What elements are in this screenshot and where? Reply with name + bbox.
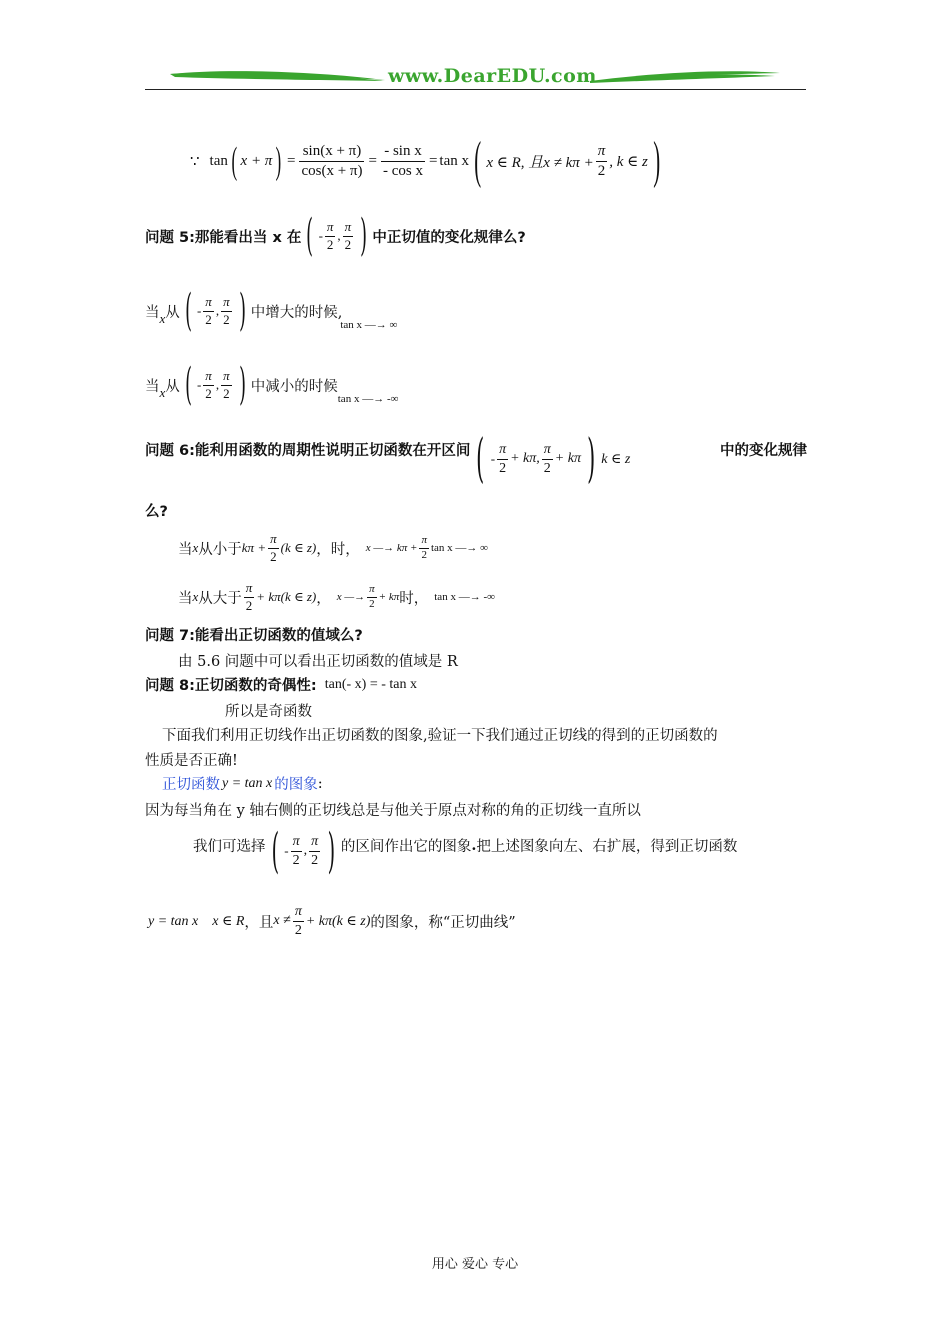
logo-text: www.DearEDU.com (388, 65, 597, 87)
paragraph-4 (148, 898, 516, 944)
equation-tan-period: ∵ tan ( x + π ) = $\frac{\sin(x + \pi)}{\cos(x + \pi)}$ = $\frac{\text{- sin x}}{\text{- cos x}}$ = tan x ( x ∈ R, 且x ≠ kπ + $\frac{\pi}{2}$ , k ∈ z ) (190, 132, 660, 189)
pi-over-2 (596, 142, 608, 181)
graph-heading-a: 正切函数 (162, 777, 220, 793)
sin-cos-fraction (299, 142, 364, 181)
tan-lhs: tan (209, 152, 228, 169)
dang: 当 (145, 304, 160, 321)
q7-answer: 由 5.6 问题中可以看出正切函数的值域是 R (178, 654, 458, 670)
pi: π (542, 441, 553, 460)
two: 2 (223, 311, 230, 327)
graph-heading (162, 773, 323, 794)
equals-2: = (368, 152, 377, 169)
two: 2 (421, 548, 427, 561)
minus: - (490, 451, 496, 466)
two: 2 (311, 852, 319, 868)
dang: 当 (178, 541, 193, 558)
q5-title-a: 问题 5:那能看出当 x 在 (145, 229, 302, 246)
two: 2 (205, 385, 212, 401)
frac-2 (221, 294, 232, 328)
decreasing-limit: tan x —→ -∞ (337, 393, 399, 405)
small-frac (419, 534, 429, 563)
p4c: x ≠ (273, 913, 291, 928)
pi: π (596, 142, 608, 162)
p4-frac (293, 903, 304, 939)
question-6: 问题 6:能利用函数的周期性说明正切函数在开区间 ( - $\frac{\pi}{2}$ + kπ, $\frac{\pi}{2}$ + kπ ) k ∈ z 中的变化规律 (145, 429, 807, 489)
header-logo (170, 64, 780, 90)
frac (244, 580, 255, 614)
footer-text: 用心 爱心 专心 (431, 1257, 519, 1272)
decreasing-text: 中减小的时候 (250, 378, 338, 395)
paragraph-3: 我们可选择 ( - $\frac{\pi}{2}$ , $\frac{\pi}{2}$ ) 的区间作出它的图象 . 把上述图象向左、右扩展，得到正切函数 (193, 823, 738, 879)
decreasing-line: 当 x 从 ( - $\frac{\pi}{2}$ , $\frac{\pi}{2}$ ) 中减小的时候 tan x —→ -∞ (145, 359, 399, 410)
graph-heading-b: 的图象 (274, 777, 318, 793)
paragraph-1b: 性质是否正确! (145, 753, 238, 769)
pi: π (291, 833, 302, 852)
limit-line-1 (178, 528, 488, 568)
plus-kpi: + kπ, (510, 451, 540, 466)
cong-xiao-yu: 从小于 (198, 541, 242, 558)
question-5: 问题 5:那能看出当 x 在 ( - $\frac{\pi}{2}$ , $\frac{\pi}{2}$ ) 中正切值的变化规律么? (145, 210, 526, 261)
two: 2 (270, 548, 277, 564)
x-to-kpi: x —→ kπ + (365, 542, 418, 554)
minus: - (284, 843, 289, 858)
two: 2 (292, 852, 300, 868)
cong-da-yu: 从大于 (198, 590, 242, 607)
q6-frac-1 (497, 441, 508, 477)
p3b: 的区间作出它的图象 (340, 838, 472, 855)
paragraph-2: 因为每当角在 y 轴右侧的正切线总是与他关于原点对称的角的正切线一直所以 (145, 803, 641, 819)
two: 2 (245, 597, 253, 613)
p4e: 的图象，称“正切曲线” (370, 914, 516, 931)
pi: π (343, 219, 354, 236)
equals-3: = (428, 152, 438, 169)
x: x (192, 540, 199, 555)
x: x (192, 589, 199, 604)
cong: 从 (165, 378, 180, 395)
minus: - (196, 377, 202, 392)
tan-limit: tan x —→ -∞ (434, 591, 495, 603)
p3-frac-1 (291, 833, 302, 869)
limit-line-2 (178, 577, 495, 617)
two: 2 (543, 460, 551, 476)
pi: π (268, 531, 279, 548)
increasing-line: 当 x 从 ( - $\frac{\pi}{2}$ , $\frac{\pi}{2}$ ) 中增大的时候, tan x —→ ∞ (145, 285, 398, 336)
tan-limit: tan x —→ ∞ (430, 542, 489, 554)
p3c: 把上述图象向左、右扩展，得到正切函数 (476, 838, 738, 855)
header-rule (145, 89, 806, 90)
comma: , (215, 303, 220, 318)
graph-formula: y = tan x (222, 775, 273, 791)
condition-a: x ∈ R, 且x ≠ kπ + (486, 154, 594, 171)
q6-title-b: 中的变化规律 (720, 443, 807, 459)
shi: ，时， (316, 541, 360, 558)
dang: 当 (178, 590, 193, 607)
two: 2 (597, 162, 606, 179)
pi: π (325, 219, 336, 236)
sin-num: sin(x + π) (299, 142, 364, 162)
x: x (159, 311, 166, 326)
k-in-z: k ∈ z (601, 451, 631, 467)
equals-1: = (286, 152, 296, 169)
pi: π (497, 441, 508, 460)
pi: π (221, 368, 232, 385)
frac-2 (221, 368, 232, 402)
cong: 从 (165, 304, 180, 321)
pi: π (203, 368, 214, 385)
dang: 当 (145, 378, 160, 395)
plus-kpi-2: + kπ (554, 451, 581, 466)
pi: π (203, 294, 214, 311)
cos-den: cos(x + π) (301, 162, 363, 179)
two: 2 (223, 385, 230, 401)
two: 2 (326, 236, 334, 252)
two: 2 (294, 922, 302, 938)
q5-minus: - (318, 228, 323, 243)
because-symbol: ∵ (190, 153, 200, 170)
q7-title: 问题 7:能看出正切函数的值域么? (145, 628, 363, 644)
graph-colon: : (317, 775, 323, 792)
x: x (159, 385, 166, 400)
q8-formula: tan(- x) = - tan x (324, 676, 417, 692)
frac (268, 531, 279, 565)
q6-title-a: 问题 6:能利用函数的周期性说明正切函数在开区间 (145, 442, 471, 459)
p3a: 我们可选择 (193, 838, 266, 855)
small-frac (367, 583, 377, 612)
pi: π (293, 903, 304, 922)
minus: - (196, 303, 202, 318)
neg-sin: - sin x (381, 142, 425, 162)
p4b: ，且 (244, 914, 274, 931)
comma: , (303, 843, 308, 858)
pi: π (309, 833, 320, 852)
q5-frac-2 (343, 219, 354, 253)
x-to: x —→ (336, 591, 366, 603)
p3-dot: . (471, 836, 477, 854)
paragraph-1a: 下面我们利用正切线作出正切函数的图象,验证一下我们通过正切线的得到的正切函数的 (162, 728, 718, 744)
frac-1 (203, 368, 214, 402)
tan-x: tan x (439, 152, 469, 169)
two: 2 (499, 460, 507, 476)
k-in-z: (k ∈ z) (280, 589, 317, 604)
pi: π (419, 534, 429, 549)
lhs-arg: x + π (240, 152, 273, 169)
pi: π (221, 294, 232, 311)
pi: π (244, 580, 255, 597)
q8-title: 问题 8:正切函数的奇偶性: (145, 678, 317, 694)
neg-cos: - cos x (382, 162, 423, 179)
q6-frac-2 (542, 441, 553, 477)
q8-answer: 所以是奇函数 (225, 704, 312, 720)
pi: π (367, 583, 377, 598)
increasing-text: 中增大的时候, (250, 304, 343, 321)
frac-1 (203, 294, 214, 328)
two: 2 (369, 597, 375, 610)
condition-b: , k ∈ z (609, 153, 648, 170)
kpi: + kπ (256, 589, 281, 604)
comma: , (215, 377, 220, 392)
q6-title-c: 么? (145, 504, 168, 520)
p4a: y = tan x x ∈ R (148, 913, 245, 929)
kpi: kπ + (241, 540, 267, 555)
q5-title-b: 中正切值的变化规律么? (372, 229, 526, 246)
p3-frac-2 (309, 833, 320, 869)
comma: ， (316, 590, 331, 607)
neg-fraction (381, 142, 425, 181)
increasing-limit: tan x —→ ∞ (340, 319, 398, 331)
q5-frac-1 (325, 219, 336, 253)
two: 2 (344, 236, 352, 252)
p4d: + kπ(k ∈ z) (305, 913, 371, 929)
k-in-z: (k ∈ z) (280, 540, 317, 555)
shi: 时， (399, 590, 429, 607)
question-8 (145, 674, 417, 695)
two: 2 (205, 311, 212, 327)
comma: , (337, 228, 341, 243)
plus-kpi: + kπ (378, 591, 400, 603)
